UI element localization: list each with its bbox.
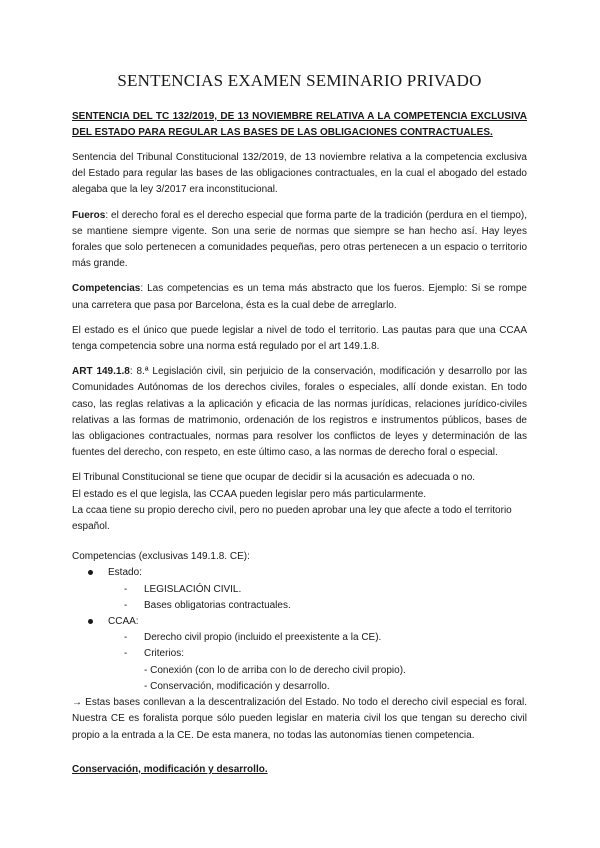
ccaa-label: CCAA: (108, 616, 139, 628)
section-heading: SENTENCIA DEL TC 132/2019, DE 13 NOVIEMBRE RELATIVA A LA COMPETENCIA EXCLUSIVA DEL ESTADO PARA REGULAR LAS BASES DE LAS OBLIGACIONES CONTRACTUALES. (72, 111, 527, 138)
criterio-item: - Conservación, modificación y desarrollo. (144, 680, 330, 692)
estado-label: Estado: (108, 567, 142, 579)
criterio-item: - Conexión (con lo de arriba con lo de derecho civil propio). (144, 664, 406, 676)
competencias-list (72, 549, 527, 695)
estado-paragraph: El estado es el único que puede legislar a nivel de todo el territorio. Las pautas para que una CCAA tenga competencia sobre una norma está regulado por el art 149.1.8. (72, 324, 527, 353)
list-subitem (72, 630, 527, 646)
ccaa-item: Derecho civil propio (incluido el preexistente a la CE). (144, 632, 382, 644)
fueros-paragraph (72, 208, 527, 273)
list-subitem (72, 598, 527, 614)
document-title: SENTENCIAS EXAMEN SEMINARIO PRIVADO (117, 71, 482, 90)
fueros-text: : el derecho foral es el derecho especial que forma parte de la tradición (perdura en el tiempo), se mantiene siempre vigente. Son una serie de normas que siempre se han hecho así. Hay leyes forales que solo pertenecen a comunidades pequeñas, pero otras pertenecen a un espacio o territorio más grande. (72, 209, 527, 270)
competencias-paragraph (72, 281, 527, 313)
ccaa-item: Criterios: (144, 648, 185, 660)
estado-item: LEGISLACIÓN CIVIL. (144, 583, 242, 595)
dash-icon: - (124, 599, 128, 611)
competencias-term: Competencias (72, 283, 141, 295)
competencias-list-heading: Competencias (exclusivas 149.1.8. CE): (72, 551, 250, 563)
bullet-icon (88, 619, 93, 624)
bullet-icon (88, 570, 93, 575)
dash-icon: - (124, 583, 128, 595)
list-subitem (72, 582, 527, 598)
dash-icon: - (124, 632, 128, 644)
art-paragraph (72, 364, 527, 461)
art-term: ART 149.1.8 (72, 366, 130, 378)
list-item-ccaa (72, 614, 527, 630)
document-body (72, 70, 527, 778)
fueros-term: Fueros (72, 209, 106, 221)
competencias-text: : Las competencias es un tema más abstracto que los fueros. Ejemplo: Si se rompe una carretera que pasa por Barcelona, ésta es la cual debe de arreglarlo. (72, 283, 527, 311)
tc-line: La ccaa tiene su propio derecho civil, pero no pueden aprobar una ley que afecte a todo el territorio español. (72, 504, 512, 533)
conclusion-paragraph: → Estas bases conllevan a la descentralización del Estado. No todo el derecho civil especial es foral. Nuestra CE es foralista porque sólo pueden legislar en materia civil los que tengan su derecho civil propio a la entrada a la CE. De esta manera, no todas las autonomías tienen competencia. (72, 697, 527, 741)
competencias-bullets (72, 565, 527, 695)
dash-icon: - (124, 648, 128, 660)
tc-line: El Tribunal Constitucional se tiene que ocupar de decidir si la acusación es adecuada o no. (72, 472, 476, 484)
tc-line: El estado es el que legisla, las CCAA pueden legislar pero más particularmente. (72, 488, 427, 500)
intro-paragraph: Sentencia del Tribunal Constitucional 132/2019, de 13 noviembre relativa a la competencia exclusiva del Estado para regular las bases de las obligaciones contractuales, en la cual el abogado del estado alegaba que la ley 3/2017 era inconstitucional. (72, 152, 527, 196)
final-heading: Conservación, modificación y desarrollo. (72, 763, 268, 775)
estado-item: Bases obligatorias contractuales. (144, 599, 291, 611)
list-subitem (72, 646, 527, 662)
tc-notes (72, 470, 527, 535)
list-item-estado (72, 565, 527, 581)
art-text: : 8.ª Legislación civil, sin perjuicio de la conservación, modificación y desarrollo por las Comunidades Autónomas de los derechos civiles, forales o especiales, allí donde existan. En todo caso, las reglas relativas a la aplicación y eficacia de las normas jurídicas, relaciones jurídico-civiles relativas a las formas de matrimonio, ordenación de los registros e instrumentos públicos, bases de las obligaciones contractuales, normas para resolver los conflictos de leyes y determinación de las fuentes del derecho, con respeto, en este último caso, a las normas de derecho foral o especial. (72, 366, 527, 459)
